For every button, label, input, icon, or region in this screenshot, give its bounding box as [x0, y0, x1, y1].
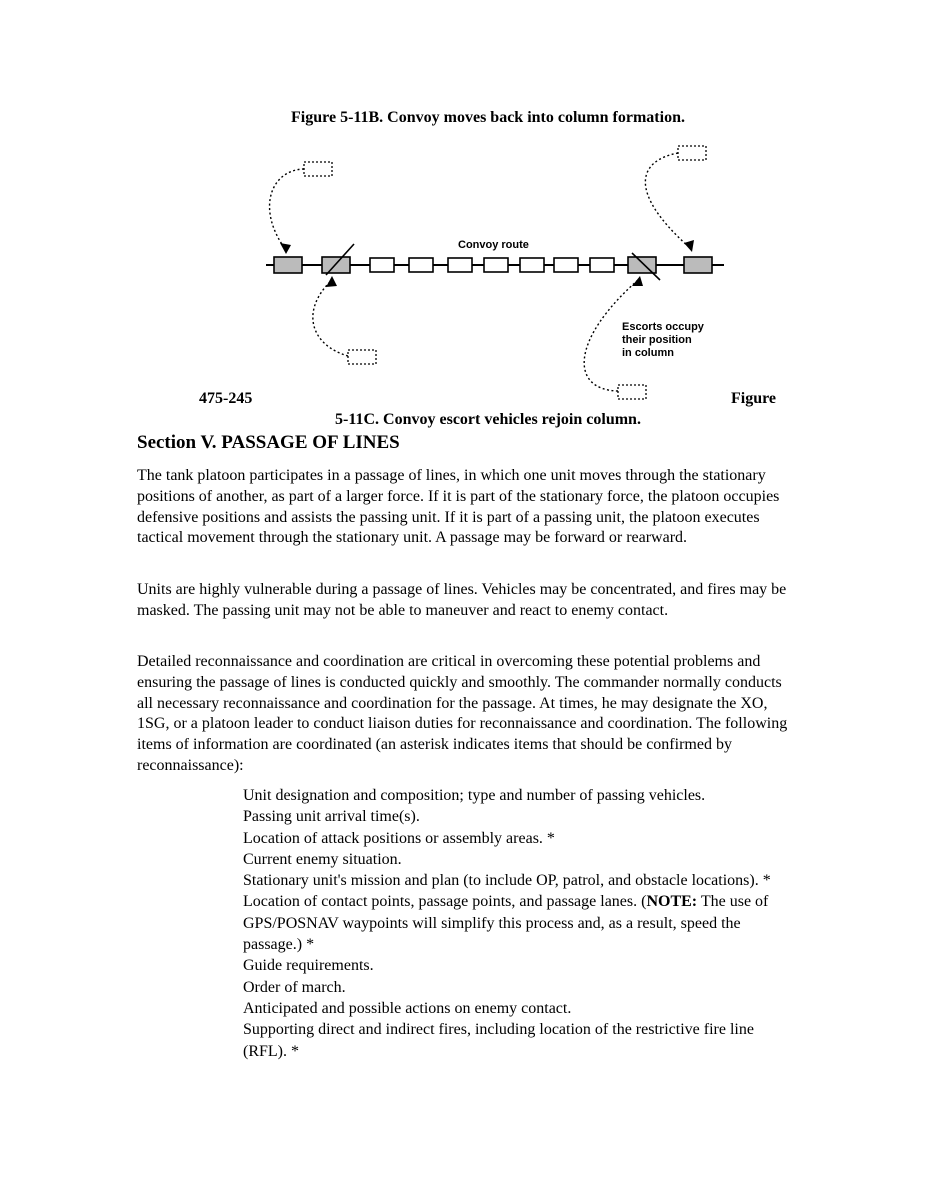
vehicle — [484, 258, 508, 272]
escort-vehicle — [274, 257, 302, 273]
escort-label-line: their position — [622, 334, 692, 346]
paragraph: The tank platoon participates in a passage of lines, in which one unit moves through the stationary positions of another, as part of a larger force. If it is part of the stationary force, the platoon occupies defensive positions and assists the passing unit. If it is part of a passing unit, the platoon executes tactical movement through the stationary unit. A passage may be forward or rearward. — [137, 467, 780, 547]
list-item: Location of attack positions or assembly areas. * — [243, 829, 555, 847]
vehicle — [448, 258, 472, 272]
vehicle — [554, 258, 578, 272]
list-item: Passing unit arrival time(s). — [243, 808, 420, 826]
list-item — [243, 891, 783, 955]
list-item: Guide requirements. — [243, 957, 374, 975]
figure-number: 475-245 — [199, 390, 253, 407]
vehicle — [409, 258, 433, 272]
list-item: Stationary unit's mission and plan (to include OP, patrol, and obstacle locations). * — [243, 872, 771, 890]
note-text: The use of GPS/POSNAV waypoints will simplify this process and, as a result, speed the passage.) * — [243, 893, 769, 954]
note-label: NOTE: — [646, 893, 698, 911]
list-item: Order of march. — [243, 978, 346, 996]
list-item: Anticipated and possible actions on enemy contact. — [243, 999, 572, 1017]
list-item: Current enemy situation. — [243, 850, 402, 868]
list-item: Supporting direct and indirect fires, including location of the restrictive fire line (RFL). * — [243, 1021, 754, 1060]
list-item: Unit designation and composition; type and number of passing vehicles. — [243, 787, 706, 804]
vehicle — [590, 258, 614, 272]
vehicle — [370, 258, 394, 272]
escort-vehicle — [684, 257, 712, 273]
paragraph: Units are highly vulnerable during a passage of lines. Vehicles may be concentrated, and fires may be masked. The passing unit may not be able to maneuver and react to enemy contact. — [137, 581, 787, 619]
figure-caption-prefix: Figure — [731, 390, 777, 407]
section-title: Section V. PASSAGE OF LINES — [137, 432, 400, 453]
escort-vehicle — [628, 257, 656, 273]
escort-label-line: in column — [622, 347, 674, 359]
escort-label-line: Escorts occupy — [622, 321, 704, 333]
convoy-diagram — [260, 140, 730, 400]
figure-c-caption: 5-11C. Convoy escort vehicles rejoin column. — [335, 411, 641, 428]
convoy-route-label: Convoy route — [458, 239, 529, 251]
coordination-items-list — [243, 785, 783, 1062]
paragraph: Detailed reconnaissance and coordination are critical in overcoming these potential problems and ensuring the passage of lines is conducted quickly and smoothly. The commander normally conducts all necessary reconnaissance and coordination for the passage. At times, he may designate the XO, 1SG, or a platoon leader to conduct liaison duties for reconnaissance and coordination. The following items of information are coordinated (an asterisk indicates items that should be confirmed by reconnaissance): — [137, 653, 788, 774]
figure-b-caption: Figure 5-11B. Convoy moves back into column formation. — [291, 109, 685, 126]
vehicle — [520, 258, 544, 272]
list-item-text: Location of contact points, passage points, and passage lanes. ( — [243, 893, 647, 911]
